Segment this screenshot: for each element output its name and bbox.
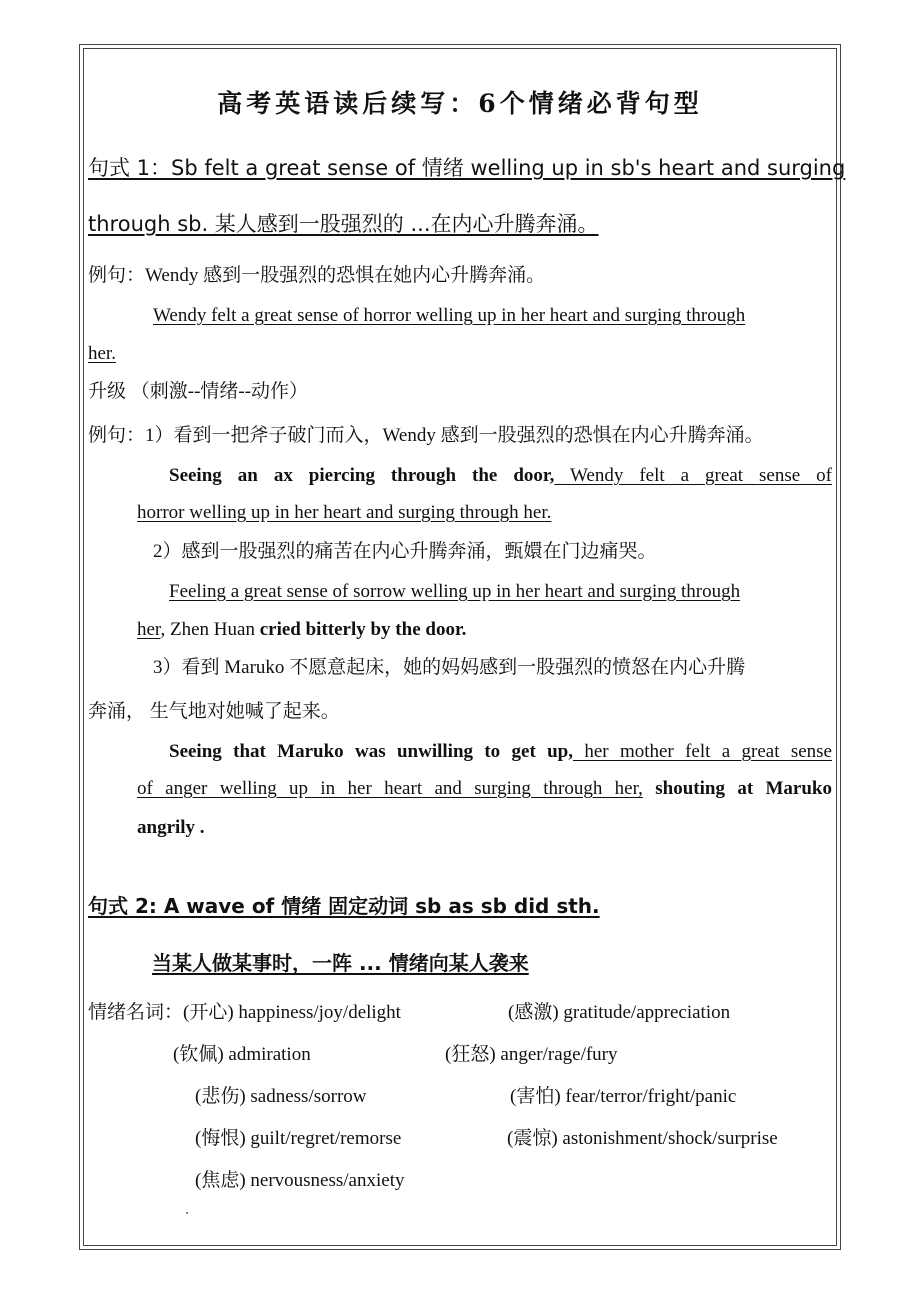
example2-en-line1: Feeling a great sense of sorrow welling up in her heart and surging through <box>169 581 741 602</box>
example3-en-line3: angrily . <box>137 817 205 838</box>
emotion-item-gratitude: (感激) gratitude/appreciation <box>508 1002 731 1023</box>
pattern1-example-en-line1: Wendy felt a great sense of horror welling up in her heart and surging through <box>153 305 746 326</box>
emotion-item-astonishment: (震惊) astonishment/shock/surprise <box>507 1128 778 1149</box>
example3-en-emotion-part1: her mother felt a great sense <box>573 741 832 762</box>
emotion-item-nervousness: (焦虑) nervousness/anxiety <box>195 1170 405 1191</box>
example1-en-line1 <box>169 464 832 488</box>
pattern1-upgrade-label: 升级 （刺激--情绪--动作） <box>88 381 309 402</box>
example3-en-stimulus: Seeing that Maruko was unwilling to get up, <box>169 741 573 762</box>
pattern2-heading-line2: 当某人做某事时，一阵 ... 情绪向某人袭来 <box>152 951 529 975</box>
emotion-item-guilt: (悔恨) guilt/regret/remorse <box>195 1128 402 1149</box>
example3-cn-line2: 奔涌， 生气地对她喊了起来。 <box>88 701 340 722</box>
emotion-item-fear: (害怕) fear/terror/fright/panic <box>510 1086 737 1107</box>
example1-en-line2: horror welling up in her heart and surging through her. <box>137 502 552 523</box>
example2-en-emotion-end: her <box>137 619 161 640</box>
page-title: 高考英语读后续写：6个情绪必背句型 <box>217 89 703 118</box>
stray-dot <box>186 1212 188 1214</box>
example2-en-line2 <box>137 618 466 642</box>
pattern1-heading-line1: 句式 1：Sb felt a great sense of 情绪 welling up in sb's heart and surging <box>88 156 846 180</box>
example1-en-stimulus: Seeing an ax piercing through the door, <box>169 465 555 486</box>
pattern2-heading-line1: 句式 2: A wave of 情绪 固定动词 sb as sb did sth. <box>88 894 600 918</box>
example1-cn: 例句：1）看到一把斧子破门而入，Wendy 感到一股强烈的恐惧在内心升腾奔涌。 <box>88 425 764 446</box>
pattern1-heading-line2: through sb. 某人感到一股强烈的 ...在内心升腾奔涌。 <box>88 212 599 236</box>
example2-en-action: cried bitterly by the door. <box>259 619 467 640</box>
example3-en-line1 <box>169 740 832 764</box>
emotion-nouns-label: 情绪名词： <box>88 1002 184 1023</box>
emotion-item-anger: (狂怒) anger/rage/fury <box>445 1044 618 1065</box>
pattern1-example-en-line2: her. <box>88 343 116 364</box>
emotion-item-sadness: (悲伤) sadness/sorrow <box>195 1086 367 1107</box>
example3-cn-line1: 3）看到 Maruko 不愿意起床，她的妈妈感到一股强烈的愤怒在内心升腾 <box>153 657 746 678</box>
example3-en-action: shouting at Maruko <box>642 778 833 799</box>
example2-cn: 2）感到一股强烈的痛苦在内心升腾奔涌，甄嬛在门边痛哭。 <box>153 541 657 562</box>
example3-en-emotion-part2: of anger welling up in her heart and surging through her, <box>137 778 643 799</box>
emotion-item-admiration: (钦佩) admiration <box>173 1044 311 1065</box>
pattern1-example-cn: 例句：Wendy 感到一股强烈的恐惧在她内心升腾奔涌。 <box>88 265 546 286</box>
example2-en-subject: , Zhen Huan <box>160 619 260 640</box>
example1-en-emotion-part1: Wendy felt a great sense of <box>554 465 832 486</box>
emotion-item-happiness: (开心) happiness/joy/delight <box>183 1002 401 1023</box>
example3-en-line2 <box>137 777 832 801</box>
emotion-nouns-row1 <box>88 1001 401 1025</box>
